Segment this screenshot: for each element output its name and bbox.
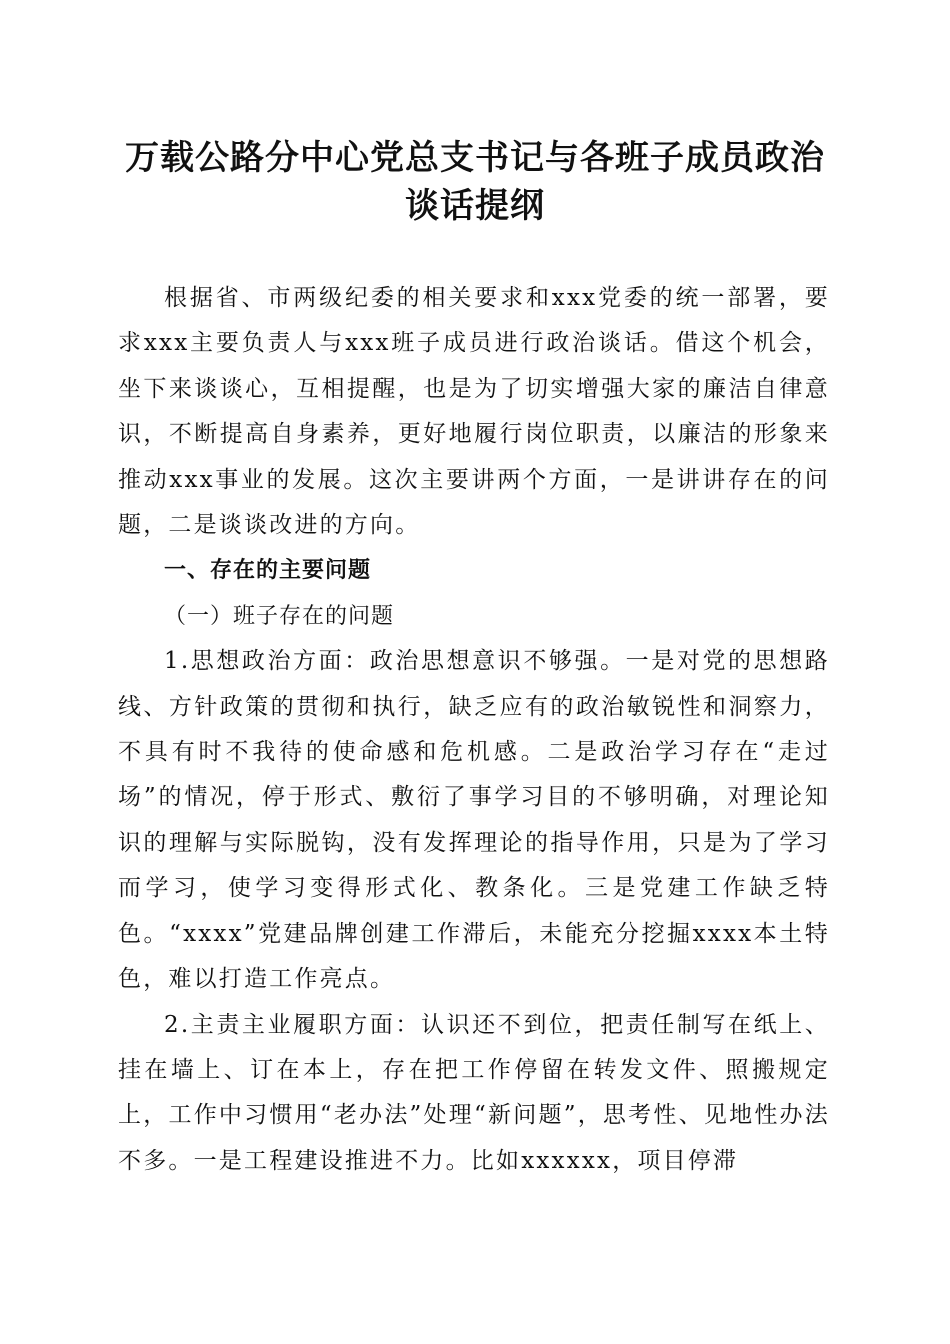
item-paragraph-2: 2.主责主业履职方面：认识还不到位，把责任制写在纸上、挂在墙上、订在本上，存在把工作停留在转发文件、照搬规定上，工作中习惯用“老办法”处理“新问题”，思考性、见地性办法不多。一是工程建设推进不力。比如xxxxxx，项目停滞 bbox=[118, 1011, 830, 1174]
document-title bbox=[100, 134, 850, 230]
document-body bbox=[118, 276, 830, 1184]
title-line-1: 万载公路分中心党总支书记与各班子成员政治 bbox=[125, 138, 825, 178]
item-paragraph-1: 1.思想政治方面：政治思想意识不够强。一是对党的思想路线、方针政策的贯彻和执行，缺乏应有的政治敏锐性和洞察力，不具有时不我待的使命感和危机感。二是政治学习存在“走过场”的情况，停于形式、敷衍了事学习目的不够明确，对理论知识的理解与实际脱钩，没有发挥理论的指导作用，只是为了学习而学习，使学习变得形式化、教条化。三是党建工作缺乏特色。“xxxx”党建品牌创建工作滞后，未能充分挖掘xxxx本土特色，难以打造工作亮点。 bbox=[118, 648, 830, 993]
section-heading: 一、存在的主要问题 bbox=[164, 558, 372, 584]
title-line-2: 谈话提纲 bbox=[405, 186, 545, 226]
intro-paragraph: 根据省、市两级纪委的相关要求和xxx党委的统一部署，要求xxx主要负责人与xxx班子成员进行政治谈话。借这个机会，坐下来谈谈心，互相提醒，也是为了切实增强大家的廉洁自律意识，不断提高自身素养，更好地履行岗位职责，以廉洁的形象来推动xxx事业的发展。这次主要讲两个方面，一是讲讲存在的问题，二是谈谈改进的方向。 bbox=[118, 285, 830, 539]
subsection-heading: （一）班子存在的问题 bbox=[164, 603, 395, 629]
